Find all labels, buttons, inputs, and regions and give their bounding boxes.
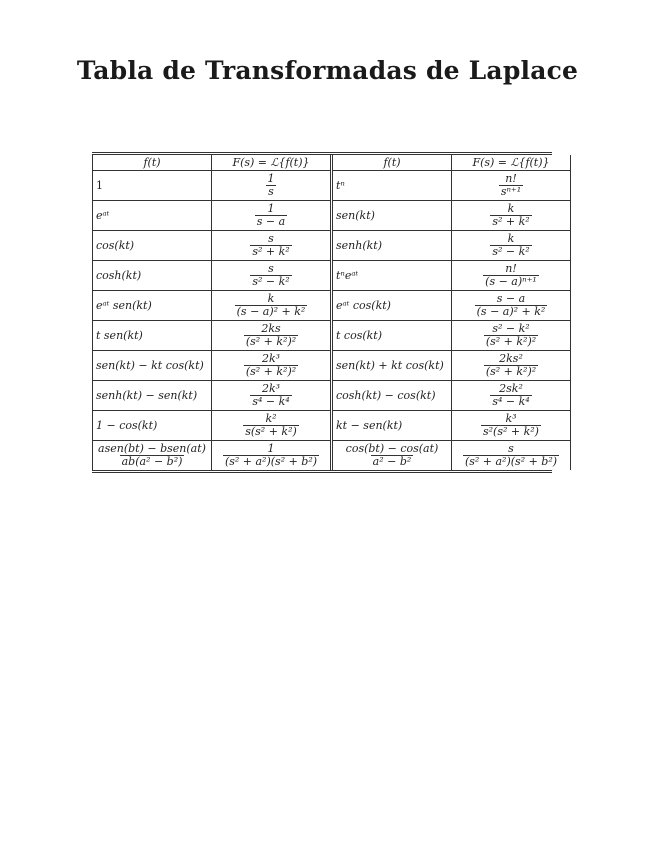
- denominator: (s² + k²)²: [485, 335, 537, 348]
- numerator: k: [267, 292, 275, 306]
- transform-fraction: [243, 413, 299, 437]
- numerator: cos(bt) − cos(at): [345, 442, 439, 456]
- f-cell: sen(kt) − kt cos(kt): [96, 359, 204, 372]
- table-row: [93, 261, 571, 291]
- numerator: 2ks: [261, 322, 281, 336]
- numerator: 1: [267, 172, 275, 186]
- f-cell: senh(kt) − sen(kt): [96, 389, 198, 402]
- numerator: 2k³: [261, 352, 281, 366]
- denominator: s⁴ − k⁴: [492, 395, 530, 408]
- numerator: k²: [265, 412, 277, 426]
- denominator: s − a: [256, 215, 286, 228]
- header-F-s-left: F(s) = ℒ{f(t)}: [212, 155, 332, 171]
- table-row: [93, 231, 571, 261]
- numerator: n!: [505, 172, 517, 186]
- transform-fraction: [484, 323, 538, 347]
- denominator: s: [268, 185, 274, 198]
- page-title: Tabla de Transformadas de Laplace: [76, 56, 579, 85]
- table-row: [93, 291, 571, 321]
- table-row: [93, 381, 571, 411]
- denominator: a² − b²: [372, 455, 412, 468]
- numerator: s² − k²: [492, 322, 530, 336]
- numerator: 2ks²: [499, 352, 523, 366]
- f-fraction: [344, 443, 441, 467]
- transform-fraction: [255, 203, 287, 227]
- f-fraction: [96, 443, 208, 467]
- denominator: (s² + k²)²: [245, 365, 297, 378]
- denominator: (s − a)² + k²: [476, 305, 546, 318]
- f-cell: t sen(kt): [96, 329, 143, 342]
- table-row: [93, 411, 571, 441]
- numerator: s: [268, 232, 274, 246]
- denominator: (s² + a²)(s² + b²): [464, 455, 558, 468]
- denominator: sⁿ⁺¹: [500, 185, 522, 198]
- numerator: asen(bt) − bsen(at): [98, 442, 206, 456]
- table-row: [93, 171, 571, 201]
- table-row: [93, 351, 571, 381]
- numerator: 1: [267, 442, 275, 456]
- f-cell: sen(kt): [336, 209, 375, 222]
- header-f-t-right: f(t): [332, 155, 452, 171]
- numerator: k: [507, 202, 515, 216]
- denominator: s² − k²: [492, 245, 530, 258]
- transform-fraction: [244, 353, 298, 377]
- transform-fraction: [244, 323, 298, 347]
- f-cell: cosh(kt) − cos(kt): [336, 389, 436, 402]
- numerator: k³: [505, 412, 517, 426]
- transform-fraction: [490, 203, 531, 227]
- f-cell: cosh(kt): [96, 269, 142, 282]
- denominator: (s − a)² + k²: [236, 305, 306, 318]
- f-cell: eᵃᵗ cos(kt): [336, 299, 391, 312]
- denominator: (s² + a²)(s² + b²): [224, 455, 318, 468]
- transform-fraction: [484, 353, 538, 377]
- transform-fraction: [250, 383, 291, 407]
- table-header-row: [93, 155, 571, 171]
- denominator: (s − a)ⁿ⁺¹: [485, 275, 537, 288]
- f-cell: 1: [96, 179, 103, 192]
- transform-fraction: [483, 263, 539, 287]
- numerator: 2k³: [261, 382, 281, 396]
- header-F-s-right: F(s) = ℒ{f(t)}: [452, 155, 571, 171]
- transform-fraction: [266, 173, 277, 197]
- numerator: s: [268, 262, 274, 276]
- table-row: [93, 441, 571, 471]
- f-cell: tⁿ: [336, 179, 345, 192]
- denominator: (s² + k²)²: [245, 335, 297, 348]
- transform-fraction: [223, 443, 319, 467]
- numerator: s − a: [496, 292, 526, 306]
- f-cell: eᵃᵗ: [96, 209, 110, 222]
- transform-fraction: [499, 173, 523, 197]
- denominator: ab(a² − b²): [121, 455, 183, 468]
- f-cell: cos(kt): [96, 239, 135, 252]
- numerator: 2sk²: [499, 382, 523, 396]
- laplace-table: [92, 152, 558, 473]
- denominator: s² + k²: [252, 245, 290, 258]
- denominator: s(s² + k²): [245, 425, 297, 438]
- table-row: [93, 201, 571, 231]
- transform-fraction: [235, 293, 308, 317]
- denominator: s² + k²: [492, 215, 530, 228]
- transform-fraction: [490, 383, 531, 407]
- denominator: (s² + k²)²: [485, 365, 537, 378]
- numerator: s: [508, 442, 514, 456]
- transform-fraction: [250, 233, 291, 257]
- f-cell: tⁿeᵃᵗ: [336, 269, 359, 282]
- f-cell: kt − sen(kt): [336, 419, 403, 432]
- transform-fraction: [463, 443, 559, 467]
- table-row: [93, 321, 571, 351]
- denominator: s⁴ − k⁴: [252, 395, 290, 408]
- header-f-t-left: f(t): [93, 155, 212, 171]
- laplace-table-grid: [92, 155, 571, 470]
- numerator: n!: [505, 262, 517, 276]
- transform-fraction: [481, 413, 541, 437]
- denominator: s² − k²: [252, 275, 290, 288]
- f-cell: 1 − cos(kt): [96, 419, 158, 432]
- f-cell: sen(kt) + kt cos(kt): [336, 359, 444, 372]
- f-cell: t cos(kt): [336, 329, 383, 342]
- numerator: 1: [267, 202, 275, 216]
- numerator: k: [507, 232, 515, 246]
- transform-fraction: [490, 233, 531, 257]
- transform-fraction: [250, 263, 291, 287]
- f-cell: senh(kt): [336, 239, 382, 252]
- transform-fraction: [475, 293, 548, 317]
- denominator: s²(s² + k²): [483, 425, 539, 438]
- f-cell: eᵃᵗ sen(kt): [96, 299, 152, 312]
